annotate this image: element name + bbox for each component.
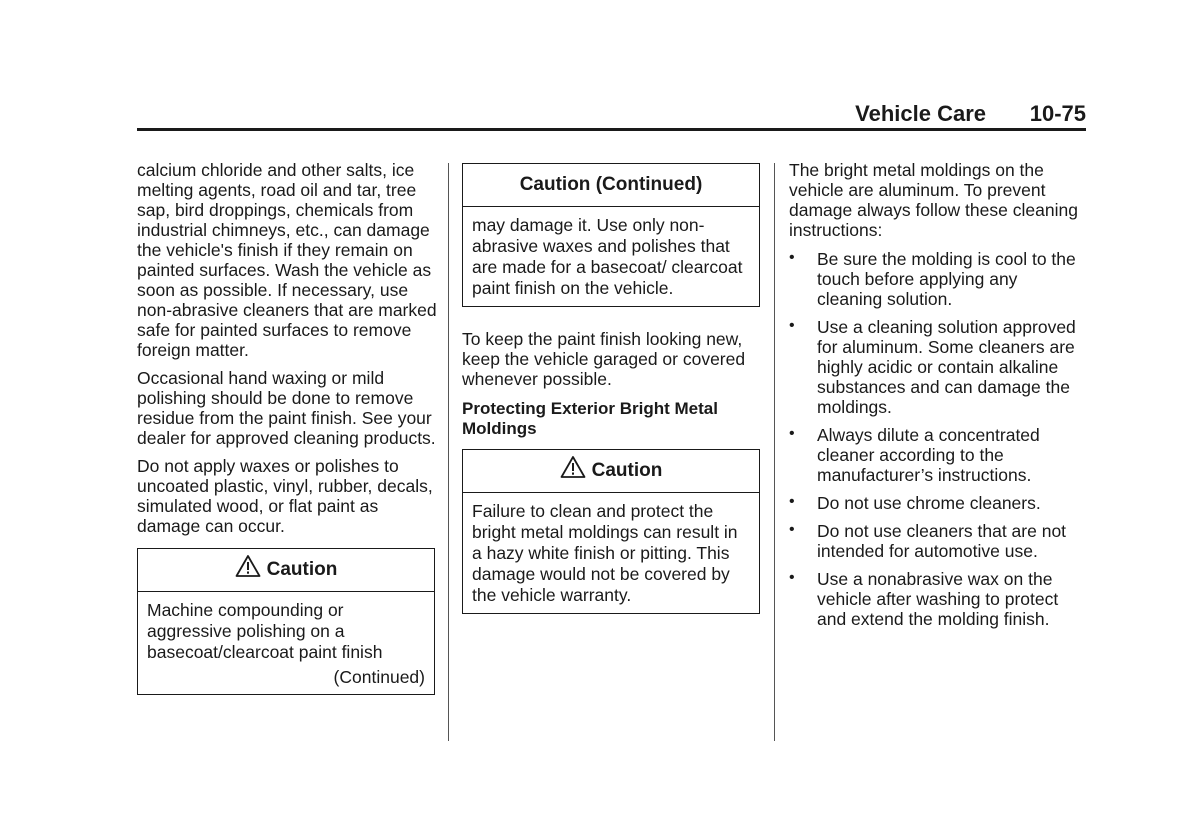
caution-heading xyxy=(138,549,434,592)
list-item-text: Be sure the molding is cool to the touch before applying any cleaning solution. xyxy=(817,249,1076,309)
bullet-symbol: • xyxy=(789,425,795,442)
section-title: Vehicle Care xyxy=(855,101,986,126)
caution-title: Caution xyxy=(591,460,663,481)
header-rule xyxy=(137,128,1086,131)
subheading: Protecting Exterior Bright Metal Moldings xyxy=(462,399,718,438)
paragraph: To keep the paint finish looking new, keep the vehicle garaged or covered whenever possible. xyxy=(462,329,746,389)
column-3 xyxy=(789,160,1087,637)
list-item xyxy=(789,249,1087,309)
bullet-symbol: • xyxy=(789,521,795,538)
bullet-list xyxy=(789,249,1087,629)
caution-box-continued xyxy=(462,163,760,307)
list-item xyxy=(789,317,1087,417)
bullet-symbol: • xyxy=(789,569,795,586)
caution-text: Machine compounding or aggressive polishing on a basecoat/clearcoat paint finish xyxy=(147,600,383,662)
paragraph: calcium chloride and other salts, ice melting agents, road oil and tar, tree sap, bird droppings, chemicals from industrial chimneys, etc., can damage the vehicle's finish if they remain on painted surfaces. Wash the vehicle as soon as possible. If necessary, use non-abrasive cleaners that are marked safe for painted surfaces to remove foreign matter. xyxy=(137,160,437,360)
list-item-text: Use a cleaning solution approved for aluminum. Some cleaners are highly acidic or contain alkaline substances and can damage the moldings. xyxy=(817,317,1076,417)
list-item-text: Use a nonabrasive wax on the vehicle after washing to protect and extend the molding finish. xyxy=(817,569,1059,629)
paragraph: Do not apply waxes or polishes to uncoated plastic, vinyl, rubber, decals, simulated wood, or flat paint as damage can occur. xyxy=(137,456,433,536)
caution-title: Caution xyxy=(266,559,338,580)
paragraph: The bright metal moldings on the vehicle are aluminum. To prevent damage always follow these cleaning instructions: xyxy=(789,160,1078,240)
bullet-symbol: • xyxy=(789,249,795,266)
page-header xyxy=(137,100,1086,128)
caution-body: may damage it. Use only non-abrasive waxes and polishes that are made for a basecoat/ clearcoat paint finish on the vehicle. xyxy=(472,215,743,298)
list-item xyxy=(789,569,1087,629)
bullet-symbol: • xyxy=(789,317,795,334)
column-1 xyxy=(137,160,437,695)
list-item xyxy=(789,425,1087,485)
caution-box xyxy=(137,548,435,695)
caution-heading xyxy=(463,164,759,207)
caution-body xyxy=(138,592,434,694)
column-2 xyxy=(462,163,760,614)
caution-heading xyxy=(463,450,759,493)
caution-title: Caution (Continued) xyxy=(519,174,703,195)
caution-body: Failure to clean and protect the bright metal moldings can result in a hazy white finish or pitting. This damage would not be covered by the vehicle warranty. xyxy=(472,501,738,605)
column-divider xyxy=(774,163,775,741)
column-divider xyxy=(448,163,449,741)
list-item-text: Do not use cleaners that are not intended for automotive use. xyxy=(817,521,1067,561)
list-item xyxy=(789,521,1087,561)
paragraph: Occasional hand waxing or mild polishing should be done to remove residue from the paint finish. See your dealer for approved cleaning products. xyxy=(137,368,436,448)
warning-triangle-icon xyxy=(560,455,586,479)
list-item-text: Do not use chrome cleaners. xyxy=(817,493,1041,513)
list-item-text: Always dilute a concentrated cleaner according to the manufacturer’s instructions. xyxy=(817,425,1040,485)
warning-triangle-icon xyxy=(235,554,261,578)
page-number: 10-75 xyxy=(1029,101,1086,126)
bullet-symbol: • xyxy=(789,493,795,510)
caution-box xyxy=(462,449,760,614)
list-item xyxy=(789,493,1087,513)
continued-label: (Continued) xyxy=(333,667,425,687)
